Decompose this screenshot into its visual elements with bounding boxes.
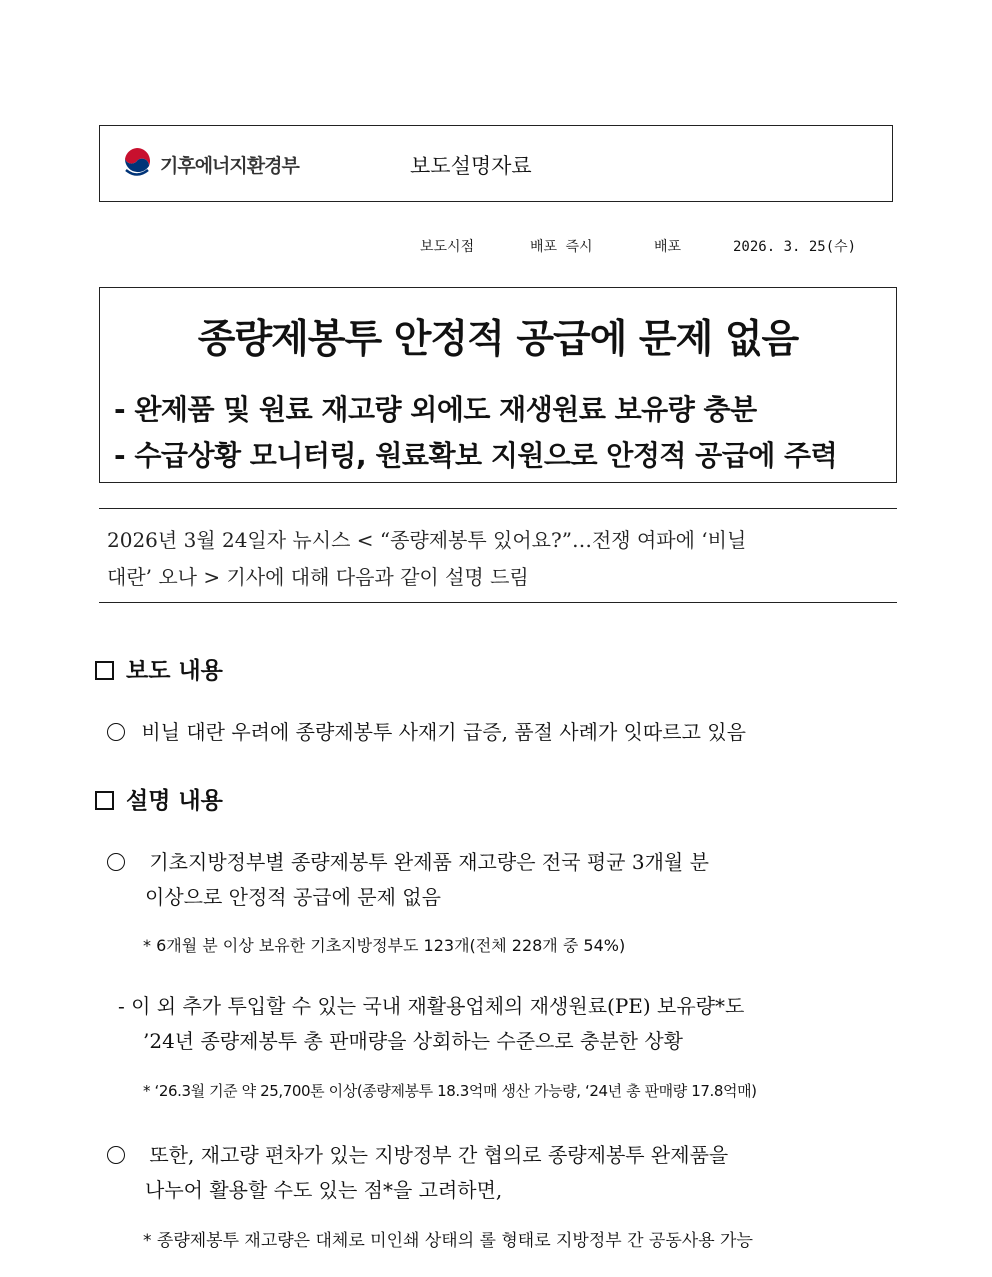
circle-bullet-icon bbox=[107, 723, 125, 741]
ministry-logo-icon bbox=[122, 146, 152, 182]
explanation-heading-text: 설명 내용 bbox=[126, 787, 223, 814]
document-type: 보도설명자료 bbox=[410, 154, 532, 178]
circle-bullet-icon bbox=[107, 853, 125, 871]
note-3: * 종량제봉투 재고량은 대체로 미인쇄 상태의 롤 형태로 지방정부 간 공동사용 가능 bbox=[143, 1231, 753, 1251]
header-box bbox=[99, 125, 893, 202]
intro-top-rule bbox=[99, 508, 897, 509]
explanation-item-2 bbox=[107, 1139, 728, 1168]
main-title: 종량제봉투 안정적 공급에 문제 없음 bbox=[197, 317, 799, 362]
square-bullet-icon bbox=[95, 661, 114, 680]
report-heading bbox=[95, 652, 223, 685]
explanation-item-1-line-2: 이상으로 안정적 공급에 문제 없음 bbox=[145, 885, 441, 909]
note-1: * 6개월 분 이상 보유한 기초지방정부도 123개(전체 228개 중 54%) bbox=[143, 936, 626, 955]
title-box bbox=[99, 287, 897, 483]
subtitle-1: - 완제품 및 원료 재고량 외에도 재생원료 보유량 충분 bbox=[114, 393, 757, 426]
explanation-dash-1-line-1: - 이 외 추가 투입할 수 있는 국내 재활용업체의 재생원료(PE) 보유량*도 bbox=[118, 994, 745, 1018]
explanation-item-1-line-1: 기초지방정부별 종량제봉투 완제품 재고량은 전국 평균 3개월 분 bbox=[149, 850, 709, 874]
explanation-item-1 bbox=[107, 846, 709, 875]
explanation-heading bbox=[95, 782, 223, 815]
distribution-label: 배포 bbox=[654, 239, 682, 255]
explanation-item-2-line-1: 또한, 재고량 편차가 있는 지방정부 간 협의로 종량제봉투 완제품을 bbox=[149, 1143, 729, 1167]
subtitle-2: - 수급상황 모니터링, 원료확보 지원으로 안정적 공급에 주력 bbox=[114, 439, 838, 472]
release-date: 2026. 3. 25(수) bbox=[733, 239, 857, 255]
intro-line-2: 대란’ 오나 > 기사에 대해 다음과 같이 설명 드림 bbox=[107, 565, 529, 589]
circle-bullet-icon bbox=[107, 1146, 125, 1164]
note-2: * ‘26.3월 기준 약 25,700톤 이상(종량제봉투 18.3억매 생산 가능량, ‘24년 총 판매량 17.8억매) bbox=[143, 1082, 757, 1100]
explanation-item-2-line-2: 나누어 활용할 수도 있는 점*을 고려하면, bbox=[145, 1178, 503, 1202]
intro-bottom-rule bbox=[99, 602, 897, 603]
report-heading-text: 보도 내용 bbox=[126, 657, 223, 684]
release-timing: 배포 즉시 bbox=[530, 239, 593, 255]
release-label: 보도시점 bbox=[420, 239, 475, 255]
ministry-name: 기후에너지환경부 bbox=[160, 155, 299, 177]
square-bullet-icon bbox=[95, 791, 114, 810]
intro-line-1: 2026년 3월 24일자 뉴시스 < “종량제봉투 있어요?”…전쟁 여파에 ‘비닐 bbox=[107, 528, 747, 552]
report-item-1-text: 비닐 대란 우려에 종량제봉투 사재기 급증, 품절 사례가 잇따르고 있음 bbox=[141, 720, 746, 744]
explanation-dash-1-line-2: ’24년 종량제봉투 총 판매량을 상회하는 수준으로 충분한 상황 bbox=[143, 1029, 683, 1053]
report-item-1 bbox=[107, 716, 746, 745]
